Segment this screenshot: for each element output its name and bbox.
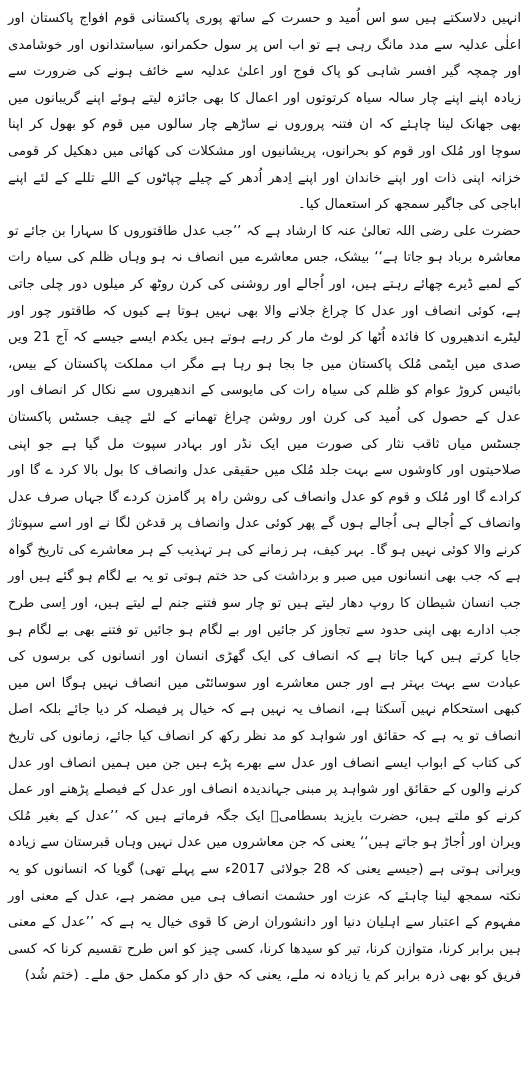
article-paragraph-1: انہیں دلاسکتے ہیں سو اس اُمید و حسرت کے ساتھ پوری پاکستانی قوم افواج پاکستان اور اعلٰی عدلیہ سے مدد مانگ رہی ہے تو اب اس پر سول حکمرانو، سیاستدانوں اور خوشامدی اور چمچہ گیر افسر شاہی کو پاک فوج اور اعلیٰ عدلیہ سے خائف ہونے کی ضرورت سے زیادہ اپنے اپنے چار سالہ سیاہ کرتوتوں اور اعمال کا بھی جائزہ لیتے ہوئے اپنے گریبانوں میں بھی جھانک لینا چاہئے کہ ان فتنہ پروروں نے ساڑھے چار سالوں میں قوم کو بھول کر اپنا سوچا اور مُلک اور قوم کو بحرانوں، پریشانیوں اور مشکلات کی کھائی میں دھکیل کر قومی خزانہ اپنی ذات اور اپنے خاندان اور اپنے اِدھر اُدھر کے چیلے چپاٹوں کے اللے تللے کے لئے اپنے اباجی کی جاگیر سمجھ کر استعمال کیا۔ [8, 11, 521, 213]
article-paragraph-2: حضرت علی رضی اللہ تعالیٰ عنہ کا ارشاد ہے کہ ’’جب عدل طاقتوروں کا سہارا بن جائے تو معاشرہ برباد ہو جاتا ہے‘‘ بیشک، جس معاشرے میں انصاف نہ ہو وہاں ظلم کی سیاہ رات کے لمبے ڈیرے چھائے رہتے ہیں، اور اُجالے اور روشنی کی کرن روٹھ کر میلوں دور چلی جاتی ہے، کوئی انصاف اور عدل کا چراغ جلانے والا بھی نہیں ہوتا ہے کیوں کہ طاقتور چور اور لیٹرے اندھیروں کا فائدہ اُٹھا کر لوٹ مار کر رہے ہوتے ہیں یکدم ایسے جیسے کہ آج 21 ویں صدی میں ایٹمی مُلک پاکستان میں جا بجا ہو رہا ہے مگر اب مملکت پاکستان کے بیس، بائیس کروڑ عوام کو ظلم کی سیاہ رات کی مایوسی کے اندھیروں سے نکال کر انصاف اور عدل کے حصول کی اُمید کی کرن اور روشن چراغ تھمانے کے لئے چیف جسٹس پاکستان جسٹس میاں ثاقب نثار کی صورت میں ایک نڈر اور بہادر سپوت مل گیا ہے جو اپنی صلاحیتوں اور کاوشوں سے بہت جلد مُلک میں حقیقی عدل وانصاف کا بول بالا کرد ے گا اور کرادے گا اور مُلک و قوم کو عدل وانصاف کی روشن راہ پر گامزن کردے گا جہاں صرف عدل وانصاف کے اُجالے ہی اُجالے ہوں گے پھر کوئی عدل وانصاف پر قدغن لگا نے اور اسے سپوتاژ کرنے والا کوئی نہیں ہو گا۔ بہر کیف، ہر زمانے کی ہر تہذیب کے ہر معاشرے کی تاریخ گواہ ہے کہ جب بھی انسانوں میں صبر و برداشت کی حد ختم ہوتی تو یہ بے لگام ہو گئے ہیں اور جب انسان شیطان کا روپ دھار لیتے ہیں تو چار سو فتنے جنم لے لیتے ہیں، اور اِسی طرح جب ادارے بھی اپنی حدود سے تجاوز کر جائیں اور بے لگام ہو جائیں تو فتنے بھی بے لگام ہو جایا کرتے ہیں کہا جاتا ہے کہ انصاف کی ایک گھڑی انسان اور انسانوں کی برسوں کی عبادت سے بہت بہتر ہے اور جس معاشرے اور سوسائٹی میں انصاف نہیں ہوگا اس میں کبھی استحکام نہیں آسکتا ہے، انصاف یہ نہیں ہے کہ خیال پر فیصلہ کر دیا جائے بلکہ اصل انصاف تو یہ ہے کہ حقائق اور شواہد کو مد نظر رکھ کر انصاف کیا جائے، زمانوں کی تاریخ کی کتاب کے ابواب ایسے انصاف اور عدل سے بھرے پڑے ہیں جن میں ہمیں انصاف اور عدل کرنے والوں کے حقائق اور شواہد پر مبنی جہاندیدہ انصاف اور عدل کے فیصلے پڑھنے اور عمل کرنے کو ملتے ہیں، حضرت بایزید بسطامیؒ ایک جگہ فرماتے ہیں کہ ’’عدل کے بغیر مُلک ویران اور اُجاڑ ہو جاتے ہیں‘‘ یعنی کہ جن معاشروں میں عدل نہیں وہاں قبرستان سے زیادہ ویرانی ہوتی ہے (جیسے یعنی کہ 28 جولائی 2017ء سے پہلے تھی) گویا کہ انسانوں کو یہ نکتہ سمجھ لینا چاہئے کہ عزت اور حشمت انصاف ہی میں مضمر ہے، عدل کے معنی اور مفہوم کے اعتبار سے اہلیان دنیا اور دانشوران ارض کا قوی خیال یہ ہے کہ ’’عدل کے معنی ہیں برابر کرنا، متوازن کرنا، تیر کو سیدھا کرنا، کسی چیز کو اس طرح تقسیم کرنا کہ کسی فریق کو بھی ذرہ برابر کم یا زیادہ نہ ملے، یعنی کہ حق دار کو مکمل حق ملے۔ (ختم شُد) [8, 223, 521, 984]
